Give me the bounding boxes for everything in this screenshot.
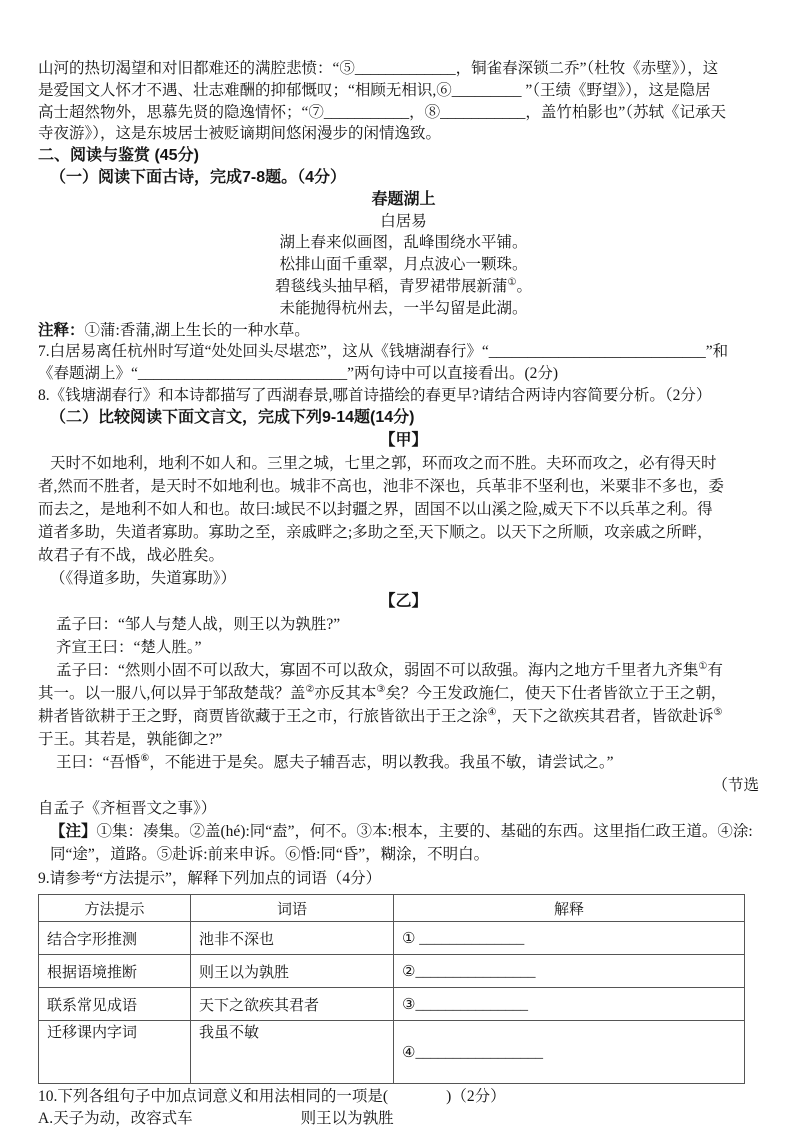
header-method: 方法提示 [39,895,191,922]
cell-answer-blank [394,1021,745,1084]
question-9: 9.请参考“方法提示”，解释下列加点的词语（4分） [38,869,382,887]
zhu-label: 【注】 [50,822,97,840]
cell-method: 结合字形推测 [39,922,191,955]
poem-line-4: 未能抛得杭州去，一半勾留是此湖。 [279,299,528,317]
poem-title: 春题湖上 [371,190,436,208]
zhu-text: ①集：凑集。②盖(hé):同“盍”，何不。③本:根本，主要的、基础的东西。这里指仁政王道。④涂:同“途”，道路。⑤赴诉:前来申诉。⑥惛:同“昏”，糊涂，不明白。 [50,822,753,863]
cell-answer-blank: ① ______________ [394,922,745,955]
jia-line-3: 而去之，是地利不如人和也。故曰:域民不以封疆之界，固国不以山溪之险,威天下不以兵革之利。得 [38,500,713,518]
question-10: 10.下列各组句子中加点词意义和用法相同的一项是( )（2分） [38,1088,506,1106]
header-word: 词语 [191,895,394,922]
yi-para3-line-1: 孟子曰：“然则小固不可以敌大，寡固不可以敌众，弱固不可以敌强。海内之地方千里者九齐集①有 [56,660,723,679]
jia-line-1: 天时不如地利，地利不如人和。三里之城，七里之郭，环而攻之而不胜。夫环而攻之，必有得天时 [50,454,717,472]
yi-para3-line-2: 其一。以一服八,何以异于邹敌楚哉？盖②亦反其本③矣？今王发政施仁，使天下仕者皆欲立于王之朝， [38,683,727,702]
jia-line-2: 者,然而不胜者，是天时不如地利也。城非不高也，池非不深也，兵革非不坚利也，米粟非不多也，委 [38,477,724,495]
intro-line-4: 寺夜游》），这是东坡居士被贬谪期间悠闲漫步的闲情逸致。 [38,125,442,143]
answer-blank-text: ④_________________ [402,1045,543,1062]
question-10-option-a [38,1108,769,1130]
intro-line-3: 高士超然物外，思慕先贤的隐逸情怀；“⑦___________，⑧___________，盖竹柏影也”（苏轼《记承天 [38,103,727,121]
table-row [39,922,745,955]
yi-label: 【乙】 [379,592,428,610]
poem-line-2: 松排山面千重翠，月点波心一颗珠。 [279,256,528,274]
intro-line-1: 山河的热切渴望和对旧都难还的满腔悲愤：“⑤_____________，铜雀春深锁二乔”（杜牧《赤壁》），这 [38,60,719,77]
table-row [39,1021,745,1084]
cell-word: 则王以为孰胜 [191,955,394,988]
yi-para-2: 齐宣王曰：“楚人胜。” [56,638,202,656]
intro-paragraph [38,58,769,145]
poem-note [38,320,769,342]
cell-answer-blank: ③_______________ [394,988,745,1021]
poem-note-text: ①蒲:香蒲,湖上生长的一种水草。 [84,321,310,339]
question-7-line-1: 7.白居易离任杭州时写道“处处回头尽堪恋”，这从《钱塘湖春行》“____________________________”和 [38,343,729,361]
jia-line-5: 故君子有不战，战必胜矣。 [38,546,225,564]
cell-answer-blank: ②________________ [394,955,745,988]
poem-block [38,189,769,320]
poem-line-1: 湖上春来似画图，乱峰围绕水平铺。 [279,234,528,252]
jia-text [38,452,769,590]
excerpt-source-right: （节选 [712,776,759,794]
excerpt-source-left: 自孟子《齐桓晋文之事》） [38,799,217,817]
option-a-right: 则王以为孰胜 [300,1110,394,1128]
cell-word: 池非不深也 [191,922,394,955]
cell-method: 迁移课内字词 [39,1021,191,1084]
yi-para-1: 孟子曰：“邹人与楚人战，则王以为孰胜?” [56,615,341,633]
table-header-row [39,895,745,922]
yi-text [38,613,769,820]
poem-note-label: 注释： [38,321,85,339]
question-8: 8.《钱塘湖春行》和本诗都描写了西湖春景,哪首诗描绘的春更早?请结合两诗内容简要分析。（2分） [38,386,712,404]
table-row [39,988,745,1021]
cell-method: 联系常见成语 [39,988,191,1021]
cell-method: 根据语境推断 [39,955,191,988]
section-title: 二、阅读与鉴赏 (45分) [38,147,199,165]
jia-line-4: 道者多助，失道者寡助。寡助之至，亲戚畔之;多助之至,天下顺之。以天下之所顺，攻亲戚之所畔， [38,523,713,541]
yi-para3-line-4: 于王。其若是，孰能御之?” [38,730,223,748]
header-explanation: 解释 [394,895,745,922]
poem-author: 白居易 [380,212,427,230]
intro-line-2: 是爱国文人怀才不遇、壮志难酬的抑郁慨叹；“相顾无相识,⑥_________ ”（王绩《野望》），这是隐居 [38,81,711,99]
poem-line-3: 碧毯线头抽早稻，青罗裙带展新蒲①。 [275,276,532,295]
table-row [39,955,745,988]
zhu-notes [38,820,769,866]
part1-heading: （一）阅读下面古诗，完成7-8题。（4分） [50,168,347,186]
cell-word: 天下之欲疾其君者 [191,988,394,1021]
cell-word: 我虽不敏 [191,1021,394,1084]
yi-para3-line-3: 耕者皆欲耕于王之野，商贾皆欲藏于王之市，行旅皆欲出于王之涂④，天下之欲疾其君者，皆欲赴诉⑤ [38,706,723,725]
question-7-line-2: 《春题湖上》“___________________________”两句诗中可以直接看出。(2分) [38,365,559,383]
part2-heading: （二）比较阅读下面文言文，完成下列9-14题(14分) [50,408,415,426]
question-9-table [38,894,745,1084]
option-a-left: A.天子为动，改容式车 [38,1110,193,1128]
yi-para-4: 王曰：“吾惛⑥，不能进于是矣。愿夫子辅吾志，明以教我。我虽不敏，请尝试之。” [56,752,614,771]
jia-label: 【甲】 [379,431,428,449]
jia-source: （《得道多助，失道寡助》） [50,569,237,587]
